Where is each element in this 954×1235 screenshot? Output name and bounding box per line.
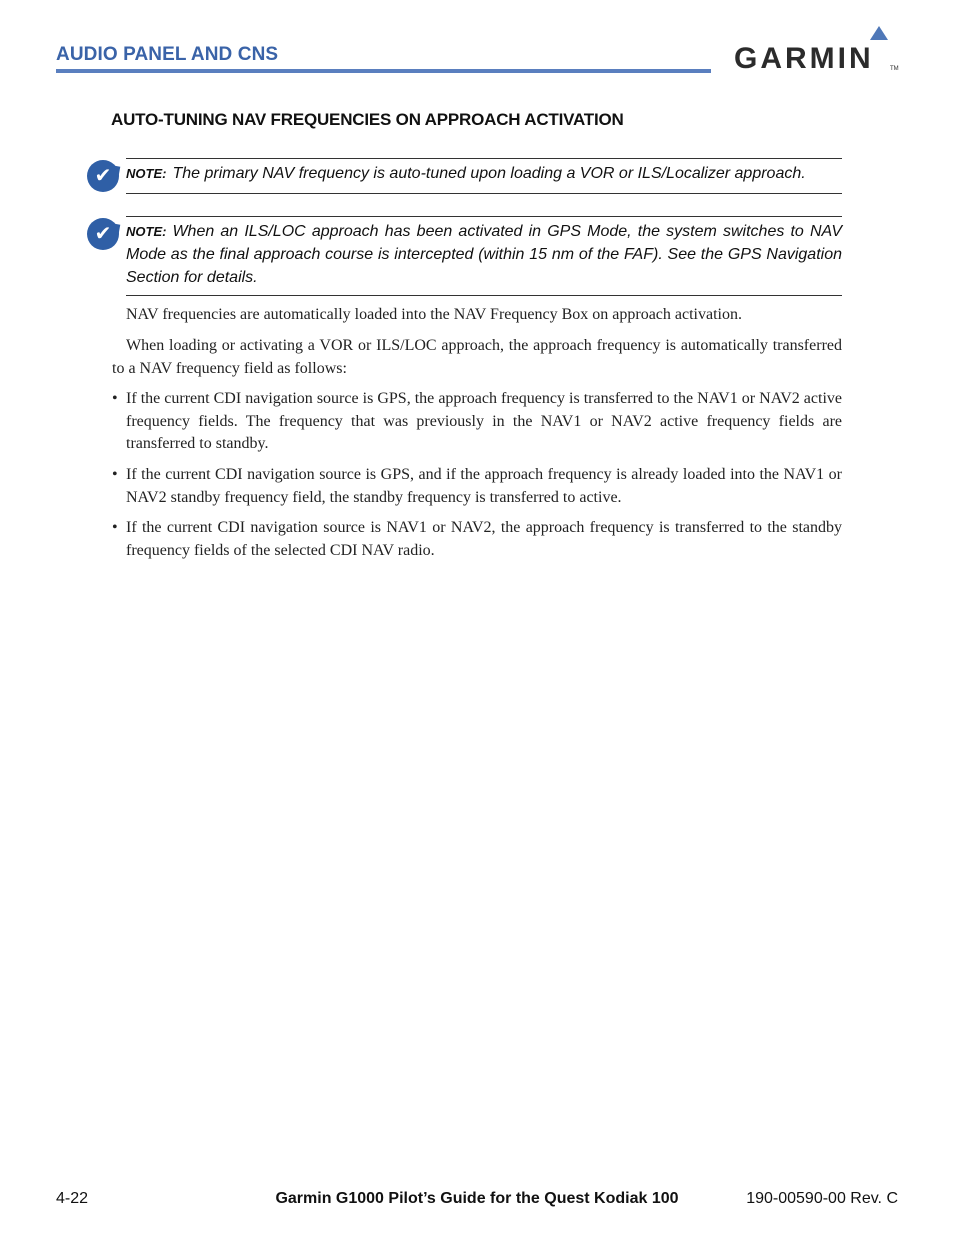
logo-triangle-icon bbox=[870, 26, 888, 40]
bullet-icon: • bbox=[112, 466, 118, 483]
list-item bbox=[112, 388, 842, 456]
section-heading: AUTO-TUNING NAV FREQUENCIES ON APPROACH ACTIVATION bbox=[111, 110, 624, 129]
note-label: NOTE: bbox=[126, 166, 167, 181]
body-paragraph: When loading or activating a VOR or ILS/LOC approach, the approach frequency is automatically transferred to a NAV frequency field as follows: bbox=[112, 337, 842, 377]
note-check-icon: ✔ bbox=[87, 160, 119, 192]
note-box bbox=[126, 158, 842, 194]
list-item bbox=[112, 517, 842, 562]
bullet-icon: • bbox=[112, 519, 118, 536]
doc-number: 190-00590-00 Rev. C bbox=[746, 1190, 898, 1207]
page-number: 4-22 bbox=[56, 1190, 89, 1207]
garmin-logo bbox=[734, 26, 898, 76]
note-box bbox=[126, 216, 842, 296]
logo-wordmark: GARMIN bbox=[734, 42, 874, 75]
note-check-icon: ✔ bbox=[87, 218, 119, 250]
list-item bbox=[112, 464, 842, 509]
note-text: When an ILS/LOC approach has been activated in GPS Mode, the system switches to NAV Mode as the final approach course is intercepted (within 15 nm of the FAF). See the GPS Navigation Section for details. bbox=[126, 223, 842, 286]
list-item-text: If the current CDI navigation source is GPS, the approach frequency is transferred to the NAV1 or NAV2 active frequency fields. The frequency that was previously in the NAV1 or NAV2 active frequency fields are transferred to standby. bbox=[126, 390, 842, 452]
note-text: The primary NAV frequency is auto-tuned upon loading a VOR or ILS/Localizer approach. bbox=[172, 165, 806, 182]
page-section-title: AUDIO PANEL AND CNS bbox=[56, 44, 279, 65]
logo-trademark: TM bbox=[890, 66, 899, 72]
header-rule bbox=[56, 69, 711, 73]
bullet-icon: • bbox=[112, 390, 118, 407]
footer-title: Garmin G1000 Pilot’s Guide for the Quest Kodiak 100 bbox=[275, 1190, 679, 1207]
body-paragraph: NAV frequencies are automatically loaded into the NAV Frequency Box on approach activation. bbox=[126, 306, 742, 323]
note-label: NOTE: bbox=[126, 224, 167, 239]
list-item-text: If the current CDI navigation source is GPS, and if the approach frequency is already loaded into the NAV1 or NAV2 standby frequency field, the standby frequency is transferred to active. bbox=[126, 466, 842, 506]
list-item-text: If the current CDI navigation source is NAV1 or NAV2, the approach frequency is transferred to the standby frequency fields of the selected CDI NAV radio. bbox=[126, 519, 842, 559]
